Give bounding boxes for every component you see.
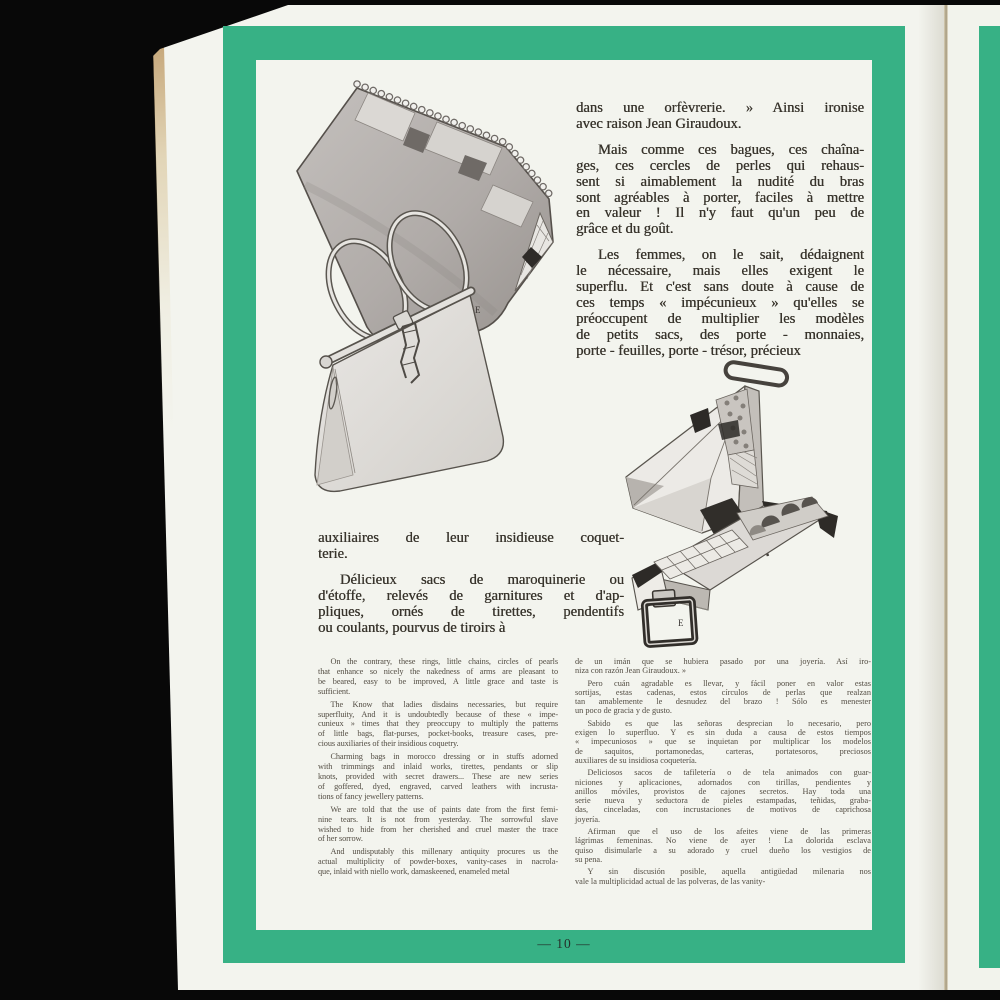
text-line: of goffered, dyed, engraved, carved leathers with incrusta- [318,781,558,791]
text-line: Y sin discusión posible, aquella antigüedad milenaria nos [587,867,871,877]
text-line: quiso disimularle a su adorado y cruel dueño los vestigios de [575,845,871,855]
text-line: joyería. [575,814,601,824]
text-line: Pero cuán agradable es llevar, y fácil poner en valor estas [587,678,871,688]
text-line: das, cinceladas, con incrustaciones de motivos de caprichosa [575,805,871,815]
text-line: The Know that ladies disdains necessaries, but require [330,699,558,709]
gutter-shadow [918,5,944,990]
text-line: superfluity, And it is undoubtedly because of these « impe- [318,709,558,719]
text-line: nine tears. It is not from yesterday. The sorrowful slave [318,814,558,824]
paragraph [575,867,871,886]
text-line: ces temps « impécunieux » qu'elles se [576,294,864,311]
text-line: Mais comme ces bagues, ces chaîna- [597,141,864,158]
text-line: wished to hide from her cherished and cruel master the trace [318,824,558,834]
text-line: grâce et du goût. [576,221,674,238]
text-line: d'étoffe, relevés de garnitures et d'ap- [318,587,624,604]
paragraph [318,573,624,637]
text-line: ou coulants, pourvus de tiroirs à [318,619,506,636]
text-line: porte - feuilles, porte - trésor, précieux [576,342,801,359]
french-column-continuation [318,531,624,636]
paragraph [318,752,558,802]
text-line: avec raison Jean Giraudoux. [576,115,742,132]
paragraph [576,248,864,359]
english-translation-column [318,657,558,877]
text-line: Afirman que el uso de los afeites viene de las primeras [587,827,871,837]
paragraph [318,657,558,697]
text-line: cious auxiliaries of their insidious coquetry. [318,739,459,749]
artist-monogram: E [475,305,481,315]
text-line: Sabido es que las señoras desprecian lo necesario, pero [587,718,871,728]
paragraph [575,719,871,765]
text-line: cunieux » times that they preoccupy to multiply the patterns [318,719,558,729]
text-line: ges, ces cercles de perles qui rehaus- [576,157,864,174]
text-line: de un imán que se hubiera pasado por una joyería. Así iro- [575,657,871,666]
paragraph [318,847,558,877]
artist-monogram: E [678,618,684,628]
vanity-case-illustration [612,358,862,658]
text-line: of little bags, flat-purses, pocket-books, treasure cases, pre- [318,729,558,739]
text-line: Les femmes, on le sait, dédaignent [597,247,864,264]
text-line: Charming bags in morocco dressing or in stuffs adorned [330,752,558,762]
text-line: sont agréables à porter, faciles à mettre [576,189,864,206]
text-line: be beared, easy to be improved, A little grace and taste is [318,676,558,686]
text-line: dans une orfèvrerie. » Ainsi ironise [576,100,864,116]
text-line: tan amablemente le desnudez del brazo ! Sólo es menester [575,697,871,707]
text-line: Deliciosos sacos de tafiletería o de tela animados con guar- [587,768,871,778]
text-line: le nécessaire, mais elles exigent le [576,263,864,280]
text-line: auxiliares de su insidiosa coquetería. [575,755,697,765]
text-line: Délicieux sacs de maroquinerie ou [339,571,624,588]
text-line: niza con razón Jean Giraudoux. » [575,666,687,676]
paragraph [576,101,864,133]
text-line: niciones y aplicaciones, adornados con tirillas, pendientes y [575,777,871,787]
text-line: sortijas, estas cadenas, estos círculos de perlas que realzan [575,687,871,697]
text-line: that enhance so nicely the nakedness of arms are pleasant to [318,666,558,676]
text-line: que, inlaid with niello work, damaskeened, enameled metal [318,867,510,877]
text-line: actual multiplicity of powder-boxes, vanity-cases in nacrola- [318,857,558,867]
text-line: And undisputably this millenary antiquity procures us the [330,847,558,857]
text-line: superflu. Et c'est sans doute à cause de [576,279,864,296]
paragraph [575,768,871,824]
text-line: We are told that the use of paints date from the first femi- [330,804,558,814]
text-line: auxiliaires de leur insidieuse coquet- [318,530,624,546]
text-line: terie. [318,545,348,562]
text-line: knots, provided with secret drawers... These are new series [318,771,558,781]
text-line: On the contrary, these rings, little chains, circles of pearls [330,657,558,666]
text-line: de petits sacs, des porte - monnaies, [576,326,864,343]
text-line: serie nueva y seductora de pieles estampadas, teñidas, graba- [575,796,871,806]
text-line: un poco de gracia y de gusto. [575,706,672,716]
text-line: sufficient. [318,686,351,696]
paragraph [575,827,871,864]
case-handle [724,361,788,387]
handbags-illustration [265,75,570,540]
adjacent-page-edge [948,5,1000,990]
text-line: anillos móviles, provistos de cajones secretos. Hay toda una [575,786,871,796]
text-line: de saquitos, portamonedas, carteras, portatesoros, preciosos [575,746,871,756]
paragraph [575,679,871,716]
paragraph [318,700,558,750]
text-line: pliques, ornés de tirettes, pendentifs [318,603,624,620]
french-column-main [576,101,864,360]
text-line: sent si aimablement la nudité du bras [576,173,864,190]
paragraph [575,657,871,676]
text-line: tions of fancy jewellery patterns. [318,791,424,801]
text-line: su pena. [575,854,603,864]
text-line: of her sorrow. [318,834,363,844]
text-line: « impecuniosos » que se inquietan por multiplicar los modelos [575,737,871,747]
text-line: exigen lo superfluo. Y es sin duda a causa de estos tiempos [575,728,871,738]
page-number: — 10 — [537,936,591,951]
paragraph [318,805,558,845]
adjacent-page-green-border [979,26,1000,968]
text-line: vale la multiplicidad actual de las polveras, de las vanity- [575,876,766,886]
paragraph [318,531,624,563]
spanish-translation-column [575,657,871,886]
text-line: lágrimas femeninas. No viene de ayer ! La dolorida esclava [575,836,871,846]
paragraph [576,143,864,238]
text-line: préoccupent de multiplier les modèles [576,310,864,327]
text-line: en valeur ! Il n'y faut qu'un peu de [576,205,864,222]
text-line: with trimmings and inlaid works, tirettes, pendants or slip [318,762,558,772]
